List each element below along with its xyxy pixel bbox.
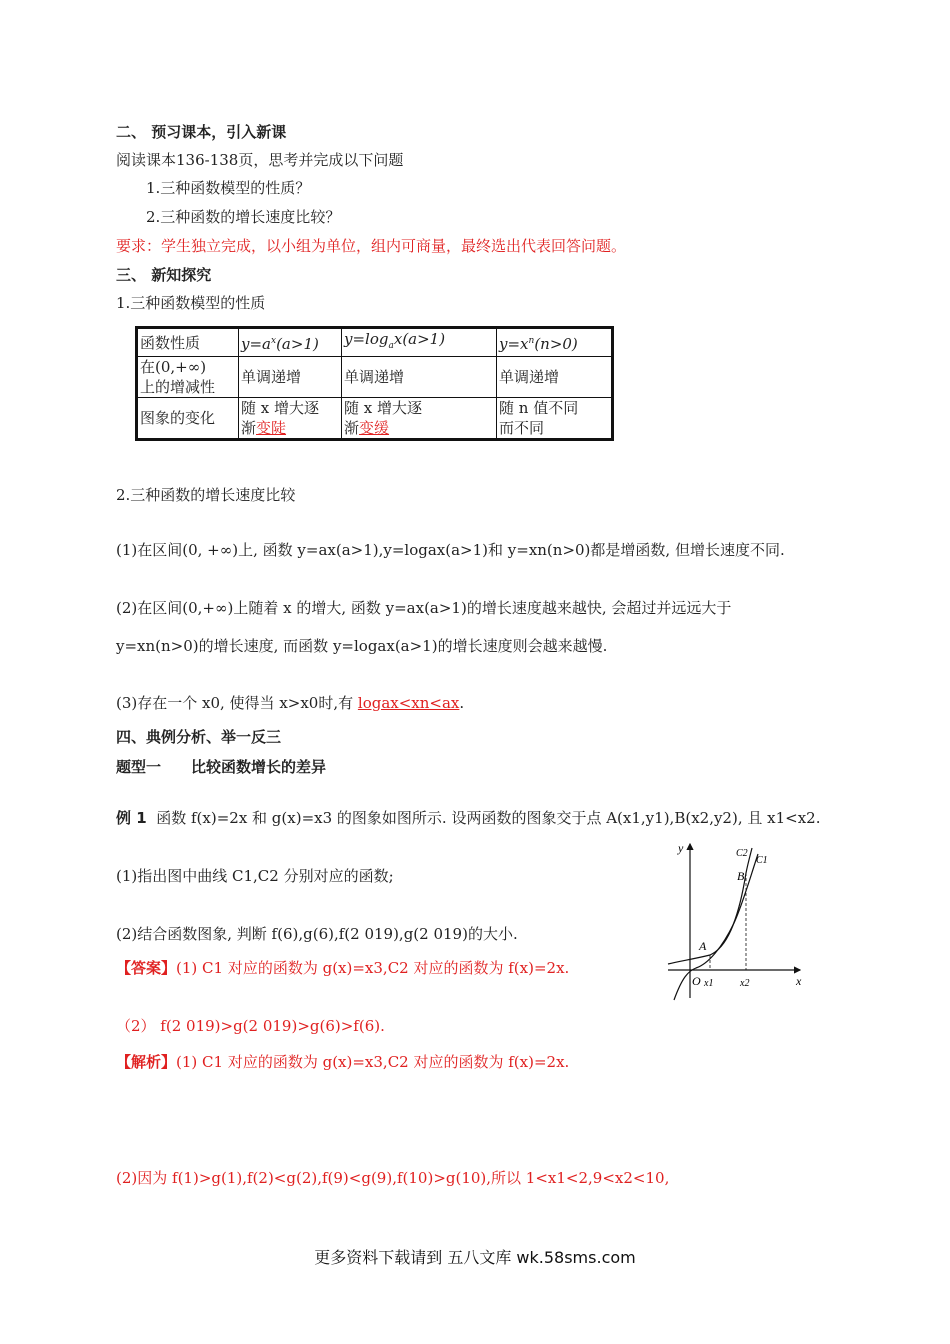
table-cell: 单调递增 [342,357,497,398]
paragraph-3: (3)存在一个 x0, 使得当 x>x0时,有 logax<xn<ax. [116,694,465,712]
curve-c1-label: C1 [756,855,768,866]
paragraph-2b: y=xn(n>0)的增长速度, 而函数 y=logax(a>1)的增长速度则会越来越慢. [116,637,608,655]
requirement-text: 要求：学生独立完成，以小组为单位，组内可商量，最终选出代表回答问题。 [116,237,627,255]
footer-text: 更多资料下载请到 五八文库 wk.58sms.com [314,1248,636,1267]
section-2-intro: 阅读课本136-138页，思考并完成以下问题 [116,151,404,169]
x1-label: x1 [704,978,714,989]
question-2: 2.三种函数的增长速度比较？ [146,208,341,226]
subheading-properties: 1.三种函数模型的性质 [116,294,266,312]
point-a-label: A [699,939,707,953]
analysis-2: (2)因为 f(1)>g(1),f(2)<g(2),f(9)<g(9),f(10)>g(10),所以 1<x1<2,9<x2<10, [116,1169,670,1187]
table-header-log: $y=\log_ax(a>1)$ [342,328,497,357]
table-header-exp: $y=a^x(a>1)$ [239,328,342,357]
question-type-heading: 题型一 比较函数增长的差异 [116,758,327,776]
origin-label: O [692,974,701,988]
properties-table [135,326,614,441]
example-1-question-2: (2)结合函数图象, 判断 f(6),g(6),f(2 019),g(2 019)的大小. [116,925,518,943]
table-cell: 随 x 增大逐 渐变缓 [342,398,497,440]
curve-c2-label: C2 [736,848,748,859]
table-cell: 随 x 增大逐 渐变陡 [239,398,342,440]
y-axis-label: y [678,841,684,855]
subheading-growth: 2.三种函数的增长速度比较 [116,486,296,504]
point-b-label: B [737,869,745,883]
function-graph [660,838,810,1003]
table-row-label-shape: 图象的变化 [137,398,239,440]
section-2-heading: 二、 预习课本，引入新课 [116,123,287,141]
question-1: 1.三种函数模型的性质？ [146,179,311,197]
paragraph-1: (1)在区间(0, +∞)上, 函数 y=ax(a>1),y=logax(a>1)和 y=xn(n>0)都是增函数, 但增长速度不同. [116,541,785,559]
section-4-heading: 四、典例分析、举一反三 [116,728,282,746]
table-cell: 单调递增 [239,357,342,398]
example-1-question-1: (1)指出图中曲线 C1,C2 分别对应的函数; [116,867,394,885]
curve-c2 [668,848,752,964]
table-header-cell: 函数性质 [137,328,239,357]
x2-label: x2 [740,978,750,989]
table-cell: 单调递增 [497,357,613,398]
paragraph-2a: (2)在区间(0,+∞)上随着 x 的增大, 函数 y=ax(a>1)的增长速度越来越快, 会超过并远远大于 [116,599,732,617]
example-1: 例 1 函数 f(x)=2x 和 g(x)=x3 的图象如图所示. 设两函数的图象交于点 A(x1,y1),B(x2,y2), 且 x1<x2. [116,809,821,827]
table-row-label-monotonic: 在(0,+∞) 上的增减性 [137,357,239,398]
table-header-power: $y=x^n(n>0)$ [497,328,613,357]
analysis-1: 【解析】(1) C1 对应的函数为 g(x)=x3,C2 对应的函数为 f(x)=2x. [116,1053,570,1071]
x-axis-label: x [796,974,802,988]
answer-2: （2） f(2 019)>g(2 019)>g(6)>f(6). [116,1017,385,1035]
answer-1: 【答案】(1) C1 对应的函数为 g(x)=x3,C2 对应的函数为 f(x)=2x. [116,959,570,977]
table-cell: 随 n 值不同 而不同 [497,398,613,440]
section-3-heading: 三、 新知探究 [116,266,212,284]
